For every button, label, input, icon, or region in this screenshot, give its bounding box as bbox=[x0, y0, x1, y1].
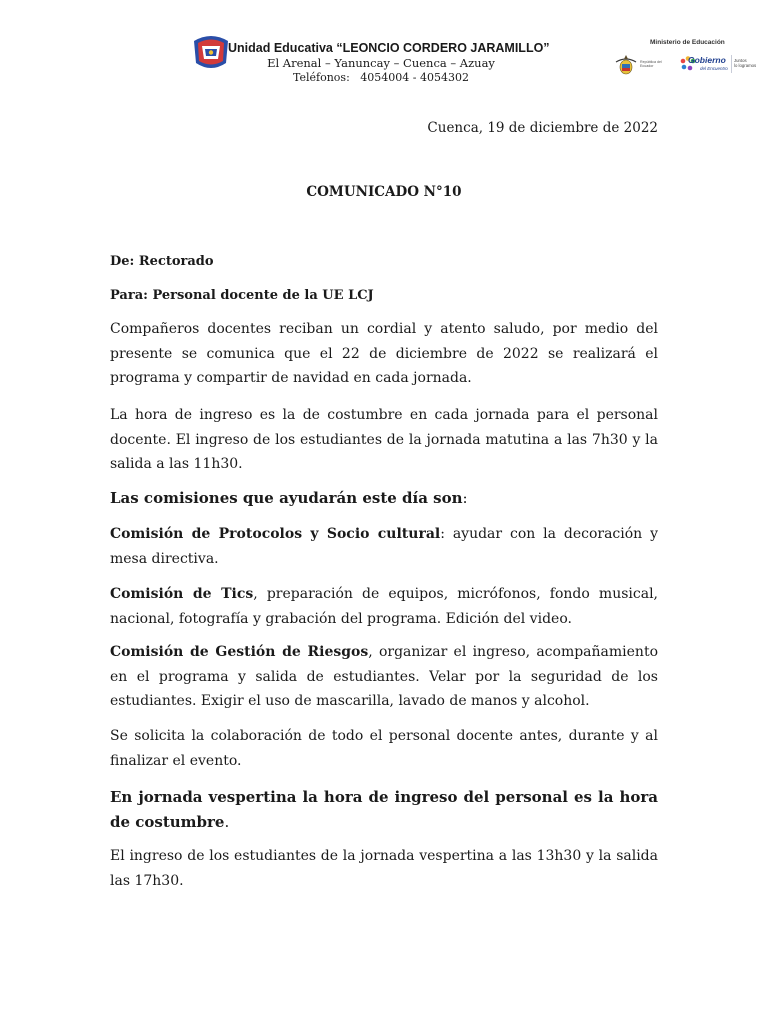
vespertine-end: . bbox=[224, 813, 230, 831]
commission-tics-title: Comisión de Tics bbox=[110, 586, 254, 602]
government-text: Gobierno bbox=[688, 55, 726, 65]
commission-risks-title: Comisión de Gestión de Riesgos bbox=[110, 644, 369, 660]
commission-risks-text: , organizar el ingreso, acompañamiento en el programa y salida de estudiantes. Velar por la seguridad de los estudiantes. Exigir el uso de mascarilla, lavado de manos y alcohol. bbox=[110, 644, 658, 709]
recipient-line: Para: Personal docente de la UE LCJ bbox=[110, 288, 374, 303]
paragraph-final: El ingreso de los estudiantes de la jornada vespertina a las 13h30 y la salida las 17h30. bbox=[110, 848, 658, 889]
commission-risks bbox=[110, 640, 658, 714]
commission-protocol-text: : ayudar con la decoración y mesa directiva. bbox=[110, 526, 658, 567]
paragraph-schedule: La hora de ingreso es la de costumbre en cada jornada para el personal docente. El ingreso de los estudiantes de la jornada matutina a las 7h30 y la salida a las 11h30. bbox=[110, 407, 658, 472]
commission-tics-text: , preparación de equipos, micrófonos, fondo musical, nacional, fotografía y grabación del programa. Edición del video. bbox=[110, 586, 658, 627]
phones-label: Teléfonos: bbox=[293, 71, 350, 84]
paragraph-greeting: Compañeros docentes reciban un cordial y atento saludo, por medio del presente se comunica que el 22 de diciembre de 2022 se realizará el programa y compartir de navidad en cada jornada. bbox=[110, 321, 658, 386]
slogan-line-2: lo logramos bbox=[734, 63, 757, 69]
sender-line: De: Rectorado bbox=[110, 254, 214, 269]
commission-tics bbox=[110, 582, 658, 631]
commission-protocol-title: Comisión de Protocolos y Socio cultural bbox=[110, 526, 441, 542]
logo-divider bbox=[731, 55, 732, 73]
vespertine-bold-text: En jornada vespertina la hora de ingreso del personal es la hora de costumbre bbox=[110, 788, 658, 831]
document-date: Cuenca, 19 de diciembre de 2022 bbox=[427, 120, 658, 136]
government-subtext: del Encuentro bbox=[700, 66, 728, 71]
paragraph-vespertine bbox=[110, 785, 658, 835]
slogan-line-1: Juntos bbox=[734, 58, 747, 63]
school-phones bbox=[228, 71, 534, 84]
school-header bbox=[228, 41, 550, 84]
republic-text: República del Ecuador bbox=[640, 60, 662, 69]
paragraph-collaboration: Se solicita la colaboración de todo el personal docente antes, durante y al finalizar el evento. bbox=[110, 728, 658, 769]
commissions-intro: Las comisiones que ayudarán este día son bbox=[110, 489, 463, 507]
school-name: Unidad Educativa “LEONCIO CORDERO JARAMILLO” bbox=[228, 41, 550, 55]
commission-protocol bbox=[110, 522, 658, 571]
document-title: COMUNICADO N°10 bbox=[306, 184, 462, 200]
phones-value: 4054004 - 4054302 bbox=[360, 71, 469, 84]
school-address: El Arenal – Yanuncay – Cuenca – Azuay bbox=[267, 56, 495, 70]
ecuador-seal-icon bbox=[614, 53, 638, 77]
ministry-title: Ministerio de Educación bbox=[650, 39, 725, 46]
government-slogan bbox=[734, 58, 756, 68]
commissions-heading: Las comisiones que ayudarán este día son: bbox=[110, 489, 468, 507]
